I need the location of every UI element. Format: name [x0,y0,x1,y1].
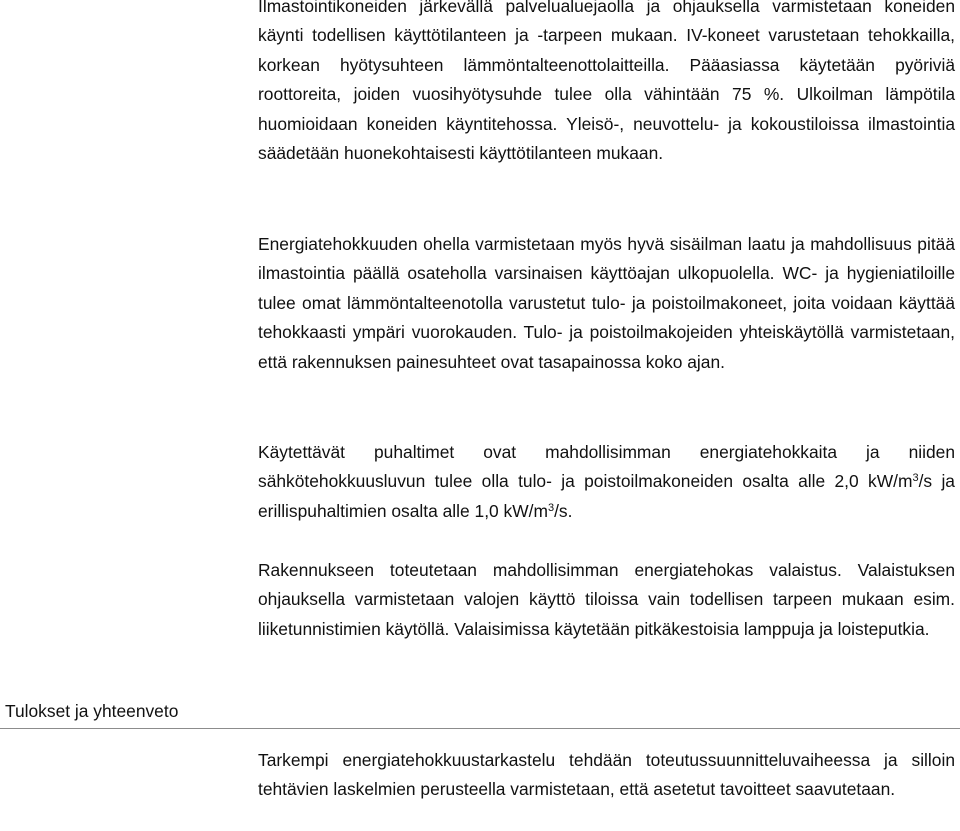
superscript: 3 [912,472,919,485]
paragraph-results-summary [258,746,955,805]
superscript: 3 [547,501,555,514]
paragraph-text: Tarkempi energiatehokkuustarkastelu tehdään toteutussuunnitteluvaiheessa ja silloin tehtävien laskelmien perusteella varmistetaan, että asetetut tavoitteet saavutetaan. [258,750,955,800]
paragraph-text: Ilmastointikoneiden järkevällä palvelualuejaolla ja ohjauksella varmistetaan koneiden käynti todellisen käyttötilanteen ja -tarpeen mukaan. IV-koneet varustetaan tehokkailla, korkean hyötysuhteen lämmöntalteenottolaitteilla. Pääasiassa käytetään pyöriviä roottoreita, joiden vuosihyötysuhde tulee olla vähintään 75 %. Ulkoilman lämpötila huomioidaan koneiden käyntitehossa. Yleisö-, neuvottelu- ja kokoustiloissa ilmastointia säädetään huonekohtaisesti käyttötilanteen mukaan. [258,0,955,164]
section-divider [0,728,960,729]
paragraph-text [258,438,955,526]
text-fragment: /s. [554,500,573,521]
paragraph-text: Energiatehokkuuden ohella varmistetaan myös hyvä sisäilman laatu ja mahdollisuus pitää ilmastointia päällä osateholla varsinaisen käyttöajan ulkopuolella. WC- ja hygieniatiloille tulee omat lämmöntalteenotolla varustetut tulo- ja poistoilmakoneet, joita voidaan käyttää tehokkaasti ympäri vuorokauden. Tulo- ja poistoilmakojeiden yhteiskäytöllä varmistetaan, että rakennuksen painesuhteet ovat tasapainossa koko ajan. [258,234,955,372]
paragraph-indoor-air-quality [258,230,955,377]
paragraph-fan-efficiency [258,438,955,526]
text-fragment: /s ja erillispuhaltimien osalta alle 1,0 kW/m [258,471,955,521]
section-heading-results: Tulokset ja yhteenveto [5,701,179,721]
text-fragment: Käytettävät puhaltimet ovat mahdollisimman energiatehokkaita ja niiden sähkötehokkuusluvun tulee olla tulo- ja poistoilmakoneiden osalta alle 2,0 kW/m [258,442,955,492]
paragraph-ventilation-control [258,0,955,168]
paragraph-lighting [258,556,955,644]
paragraph-text: Rakennukseen toteutetaan mahdollisimman energiatehokas valaistus. Valaistuksen ohjauksella varmistetaan valojen käyttö tiloissa vain todellisen tarpeen mukaan esim. liiketunnistimien käytöllä. Valaisimissa käytetään pitkäkestoisia lamppuja ja loisteputkia. [258,560,955,639]
